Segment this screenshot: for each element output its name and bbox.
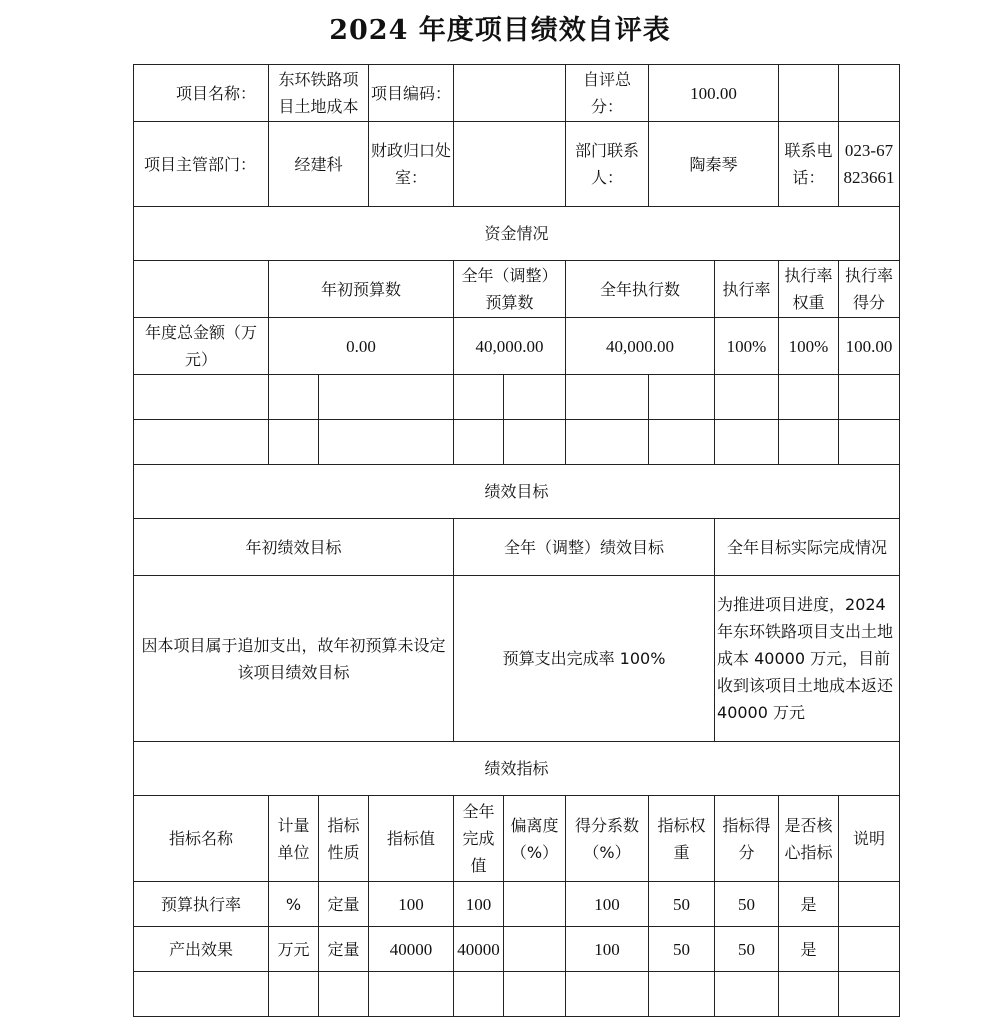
indicator-cell	[839, 882, 900, 927]
funds-value: 100%	[715, 318, 779, 375]
indicator-header: 计量单位	[269, 796, 319, 882]
page-title: 2024 年度项目绩效自评表	[329, 15, 671, 46]
funds-section-title: 资金情况	[134, 207, 900, 261]
indicator-cell: 万元	[269, 927, 319, 972]
funds-header: 年初预算数	[269, 261, 454, 318]
empty-cell	[715, 420, 779, 465]
empty-cell	[779, 420, 839, 465]
indicator-header: 偏离度（%）	[504, 796, 566, 882]
empty-cell	[319, 972, 369, 1017]
funds-header: 全年（调整）预算数	[454, 261, 566, 318]
evaluation-table	[133, 64, 900, 1017]
empty-cell	[715, 375, 779, 420]
empty-cell	[649, 375, 715, 420]
indicator-header: 指标性质	[319, 796, 369, 882]
empty-cell	[504, 972, 566, 1017]
finance-office-value	[454, 122, 566, 207]
empty-cell	[134, 420, 269, 465]
contact-value: 陶秦琴	[649, 122, 779, 207]
indicator-cell: 产出效果	[134, 927, 269, 972]
empty-cell	[839, 65, 900, 122]
empty-cell	[649, 972, 715, 1017]
project-code-value	[454, 65, 566, 122]
indicator-header: 指标权重	[649, 796, 715, 882]
empty-cell	[269, 375, 319, 420]
project-name-label: 项目名称：	[134, 65, 269, 122]
funds-header: 执行率得分	[839, 261, 900, 318]
indicator-cell: 是	[779, 882, 839, 927]
funds-value: 40,000.00	[566, 318, 715, 375]
goals-section-title: 绩效目标	[134, 465, 900, 519]
empty-cell	[269, 972, 319, 1017]
empty-cell	[134, 261, 269, 318]
phone-label: 联系电话：	[779, 122, 839, 207]
funds-value: 0.00	[269, 318, 454, 375]
finance-office-label: 财政归口处室：	[369, 122, 454, 207]
indicator-cell: %	[269, 882, 319, 927]
goals-header: 全年目标实际完成情况	[715, 519, 900, 576]
funds-value: 100%	[779, 318, 839, 375]
empty-cell	[134, 375, 269, 420]
goals-header: 年初绩效目标	[134, 519, 454, 576]
funds-header: 执行率权重	[779, 261, 839, 318]
indicators-section-title: 绩效指标	[134, 742, 900, 796]
indicator-header: 得分系数（%）	[566, 796, 649, 882]
indicator-cell: 100	[566, 882, 649, 927]
empty-cell	[566, 420, 649, 465]
indicator-cell: 定量	[319, 882, 369, 927]
funds-value: 100.00	[839, 318, 900, 375]
empty-cell	[454, 972, 504, 1017]
indicator-cell	[839, 927, 900, 972]
empty-cell	[454, 420, 504, 465]
phone-value: 023-67823661	[839, 122, 900, 207]
indicator-cell	[504, 882, 566, 927]
indicator-cell: 40000	[369, 927, 454, 972]
indicator-cell: 50	[649, 927, 715, 972]
empty-cell	[566, 375, 649, 420]
indicator-cell: 50	[715, 882, 779, 927]
empty-cell	[779, 375, 839, 420]
indicator-cell: 预算执行率	[134, 882, 269, 927]
dept-label: 项目主管部门：	[134, 122, 269, 207]
indicator-cell: 100	[454, 882, 504, 927]
indicator-header: 说明	[839, 796, 900, 882]
actual-completion: 为推进项目进度，2024 年东环铁路项目支出土地成本 40000 万元，目前收到该项目土地成本返还 40000 万元	[715, 576, 900, 742]
contact-label: 部门联系人：	[566, 122, 649, 207]
indicator-header: 是否核心指标	[779, 796, 839, 882]
empty-cell	[566, 972, 649, 1017]
indicator-cell: 50	[715, 927, 779, 972]
funds-header: 执行率	[715, 261, 779, 318]
indicator-header: 全年完成值	[454, 796, 504, 882]
empty-cell	[504, 420, 566, 465]
dept-value: 经建科	[269, 122, 369, 207]
empty-cell	[269, 420, 319, 465]
indicator-cell: 50	[649, 882, 715, 927]
indicator-header: 指标值	[369, 796, 454, 882]
indicator-cell: 40000	[454, 927, 504, 972]
initial-goal: 因本项目属于追加支出，故年初预算未设定该项目绩效目标	[134, 576, 454, 742]
empty-cell	[839, 375, 900, 420]
empty-cell	[454, 375, 504, 420]
empty-cell	[369, 972, 454, 1017]
empty-cell	[319, 420, 454, 465]
funds-header: 全年执行数	[566, 261, 715, 318]
empty-cell	[779, 65, 839, 122]
indicator-cell: 100	[369, 882, 454, 927]
indicator-header: 指标得分	[715, 796, 779, 882]
indicator-cell: 100	[566, 927, 649, 972]
self-score-label: 自评总分：	[566, 65, 649, 122]
empty-cell	[715, 972, 779, 1017]
project-name-value: 东环铁路项目土地成本	[269, 65, 369, 122]
indicator-cell	[504, 927, 566, 972]
empty-cell	[649, 420, 715, 465]
empty-cell	[134, 972, 269, 1017]
empty-cell	[839, 420, 900, 465]
goals-header: 全年（调整）绩效目标	[454, 519, 715, 576]
indicator-header: 指标名称	[134, 796, 269, 882]
indicator-cell: 定量	[319, 927, 369, 972]
project-code-label: 项目编码：	[369, 65, 454, 122]
adjusted-goal: 预算支出完成率 100%	[454, 576, 715, 742]
empty-cell	[319, 375, 454, 420]
funds-row-label: 年度总金额（万元）	[134, 318, 269, 375]
funds-value: 40,000.00	[454, 318, 566, 375]
empty-cell	[779, 972, 839, 1017]
self-score-value: 100.00	[649, 65, 779, 122]
empty-cell	[504, 375, 566, 420]
empty-cell	[839, 972, 900, 1017]
indicator-cell: 是	[779, 927, 839, 972]
